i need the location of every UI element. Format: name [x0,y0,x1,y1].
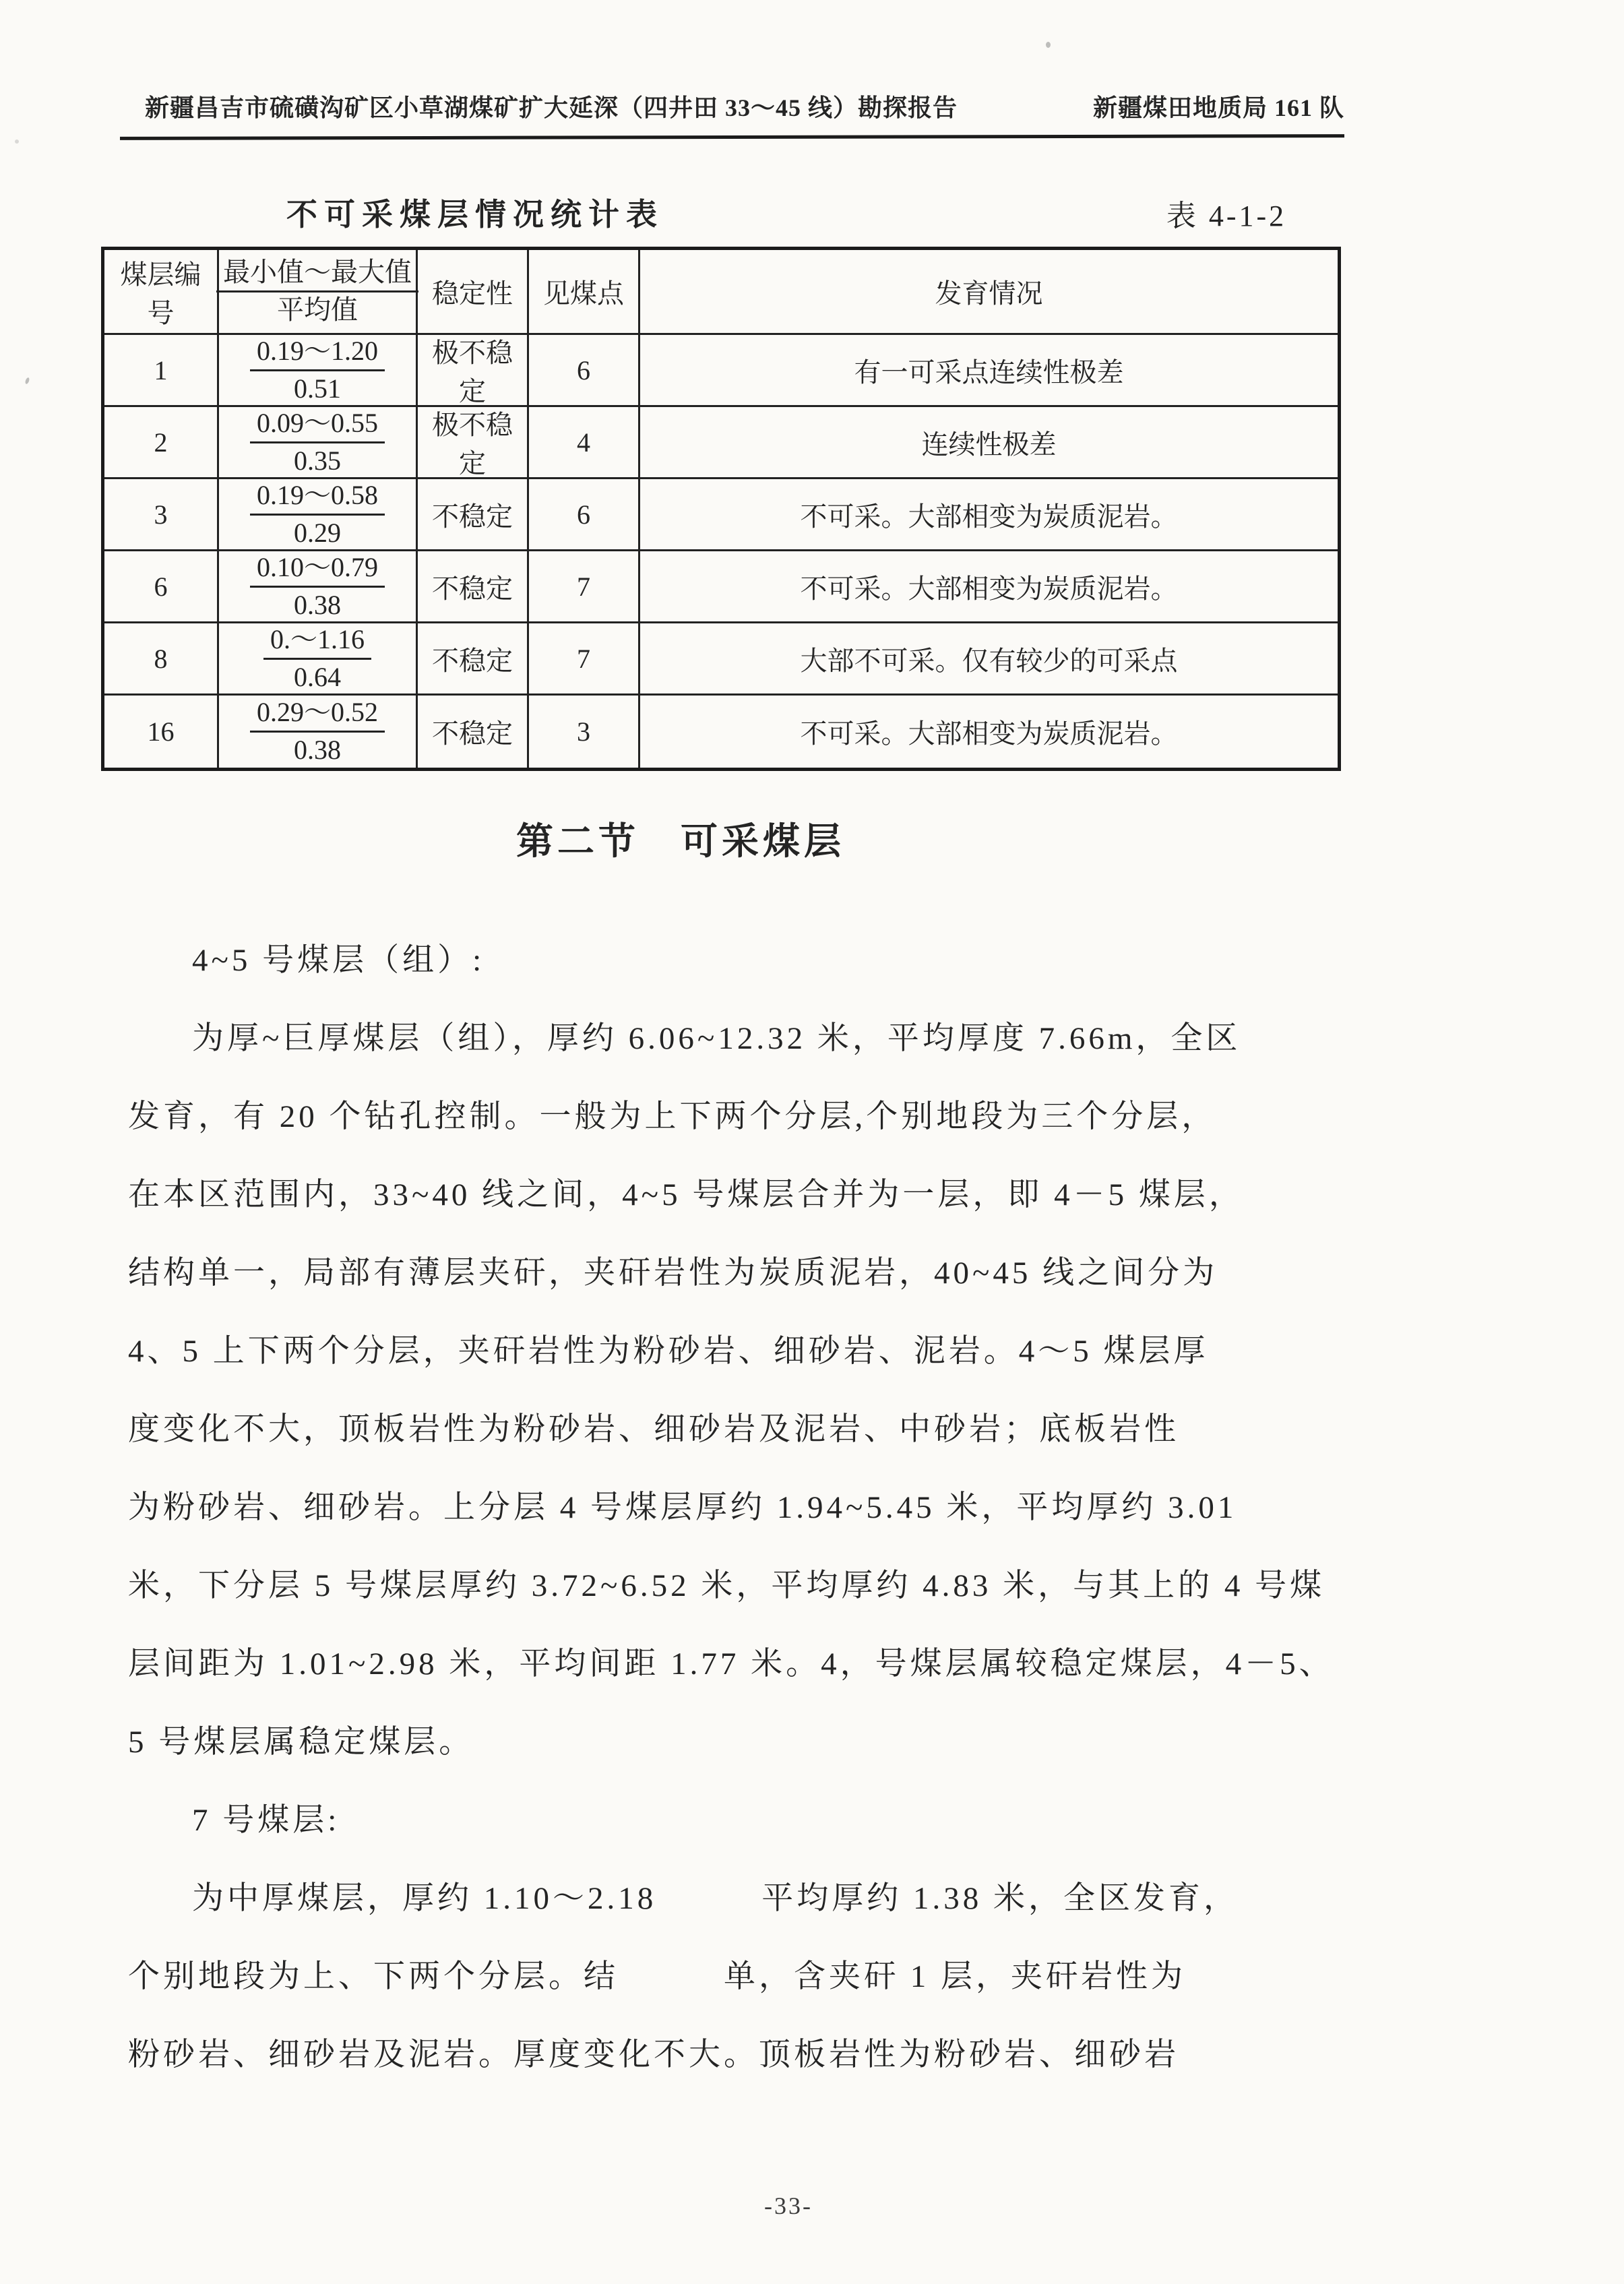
table-row [104,696,1338,768]
table-row [104,623,1338,696]
thickness-average: 0.38 [294,735,341,765]
table-row [104,479,1338,551]
body-line: 米，下分层 5 号煤层厚约 3.72~6.52 米，平均厚约 4.83 米，与其上的 4 号煤 [128,1568,1325,1603]
thickness-average: 0.35 [294,445,341,476]
thickness-range: 0.～1.16 [263,625,371,660]
cell-thickness [219,623,418,696]
body-line: 结构单一，局部有薄层夹矸，夹矸岩性为炭质泥岩，40~45 线之间分为 [128,1256,1218,1291]
body-line: 为厚~巨厚煤层（组），厚约 6.06~12.32 米，平均厚度 7.66m，全区 [192,1021,1241,1056]
col-header-coal-points: 见煤点 [529,250,640,335]
body-line: 发育，有 20 个钻孔控制。一般为上下两个分层,个别地段为三个分层， [128,1099,1217,1134]
table-title: 不可采煤层情况统计表 [286,197,664,232]
cell-seam-number: 6 [104,551,219,623]
cell-coal-points: 7 [529,623,640,696]
cell-development: 有一可采点连续性极差 [640,335,1338,407]
col-header-minmax: 最小值～最大值 [216,257,418,292]
thickness-range: 0.10～0.79 [250,553,385,588]
cell-coal-points: 6 [529,335,640,407]
cell-development: 不可采。大部相变为炭质泥岩。 [800,718,1178,749]
thickness-range: 0.29～0.52 [250,698,385,733]
cell-thickness [219,551,418,623]
body-line: 5 号煤层属稳定煤层。 [128,1725,474,1760]
cell-development: 不可采。大部相变为炭质泥岩。 [640,551,1338,623]
thickness-range: 0.19～0.58 [250,481,385,516]
table-title-row [101,190,1341,232]
scan-speck [15,140,19,144]
table-row [104,335,1338,407]
thickness-range: 0.09～0.55 [250,408,385,443]
cell-stability: 不稳定 [418,696,529,768]
thickness-average: 0.38 [294,589,341,620]
cell-thickness [219,407,418,479]
table-row [104,551,1338,623]
thickness-average: 0.29 [294,517,341,548]
body-line: 为中厚煤层，厚约 1.10～2.18 平均厚约 1.38 米，全区发育， [192,1881,1239,1916]
organization-name: 新疆煤田地质局 161 队 [1092,94,1344,121]
section-heading: 第二节 可采煤层 [516,821,845,862]
cell-seam-number: 16 [104,696,219,768]
body-line: 粉砂岩、细砂岩及泥岩。厚度变化不大。顶板岩性为粉砂岩、细砂岩 [128,2037,1179,2072]
body-line: 4、5 上下两个分层，夹矸岩性为粉砂岩、细砂岩、泥岩。4～5 煤层厚 [128,1334,1209,1369]
col-header-seam-number: 煤层编号 [104,250,219,335]
thickness-range: 0.19～1.20 [250,336,385,371]
body-line: 个别地段为上、下两个分层。结 单，含夹矸 1 层，夹矸岩性为 [128,1959,1186,1994]
cell-stability: 不稳定 [418,551,529,623]
cell-coal-points: 4 [529,407,640,479]
cell-development: 不可采。大部相变为炭质泥岩。 [640,479,1338,551]
col-header-development: 发育情况 [640,250,1338,335]
body-line: 为粉砂岩、细砂岩。上分层 4 号煤层厚约 1.94~5.45 米，平均厚约 3.01 [128,1490,1237,1525]
table-header-row [104,250,1338,335]
scan-speck [1046,42,1051,48]
cell-coal-points: 6 [529,479,640,551]
thickness-average: 0.51 [294,373,341,404]
col-header-average: 平均值 [277,295,358,325]
cell-seam-number: 8 [104,623,219,696]
thickness-average: 0.64 [294,661,341,692]
col-header-thickness [219,250,418,335]
table-number: 表 4-1-2 [1166,199,1287,233]
body-line: 层间距为 1.01~2.98 米，平均间距 1.77 米。4，号煤层属较稳定煤层，4－5、 [128,1646,1334,1681]
cell-stability: 极不稳定 [418,335,529,407]
cell-thickness [219,479,418,551]
body-line: 7 号煤层: [192,1803,340,1838]
cell-seam-number: 2 [104,407,219,479]
cell-seam-number: 3 [104,479,219,551]
table-row [104,407,1338,479]
scan-speck [24,377,30,384]
body-text [128,921,1381,2094]
body-line: 度变化不大，顶板岩性为粉砂岩、细砂岩及泥岩、中砂岩；底板岩性 [128,1412,1179,1447]
cell-stability: 不稳定 [418,623,529,696]
page-number: -33- [764,2192,813,2219]
body-line: 在本区范围内，33~40 线之间，4~5 号煤层合并为一层，即 4－5 煤层， [128,1177,1244,1212]
header-rule [120,134,1344,140]
cell-stability: 极不稳定 [418,407,529,479]
cell-stability: 不稳定 [418,479,529,551]
cell-thickness [219,696,418,768]
running-header [145,89,1344,123]
cell-development: 大部不可采。仅有较少的可采点 [640,623,1338,696]
cell-seam-number: 1 [104,335,219,407]
cell-coal-points: 7 [529,551,640,623]
report-title: 新疆昌吉市硫磺沟矿区小草湖煤矿扩大延深（四井田 33～45 线）勘探报告 [145,94,958,121]
cell-development: 连续性极差 [640,407,1338,479]
body-line: 4~5 号煤层（组）: [192,943,485,978]
cell-coal-points: 3 [529,696,640,768]
cell-thickness [219,335,418,407]
unminable-seam-statistics-table [101,247,1341,771]
col-header-stability: 稳定性 [418,250,529,335]
